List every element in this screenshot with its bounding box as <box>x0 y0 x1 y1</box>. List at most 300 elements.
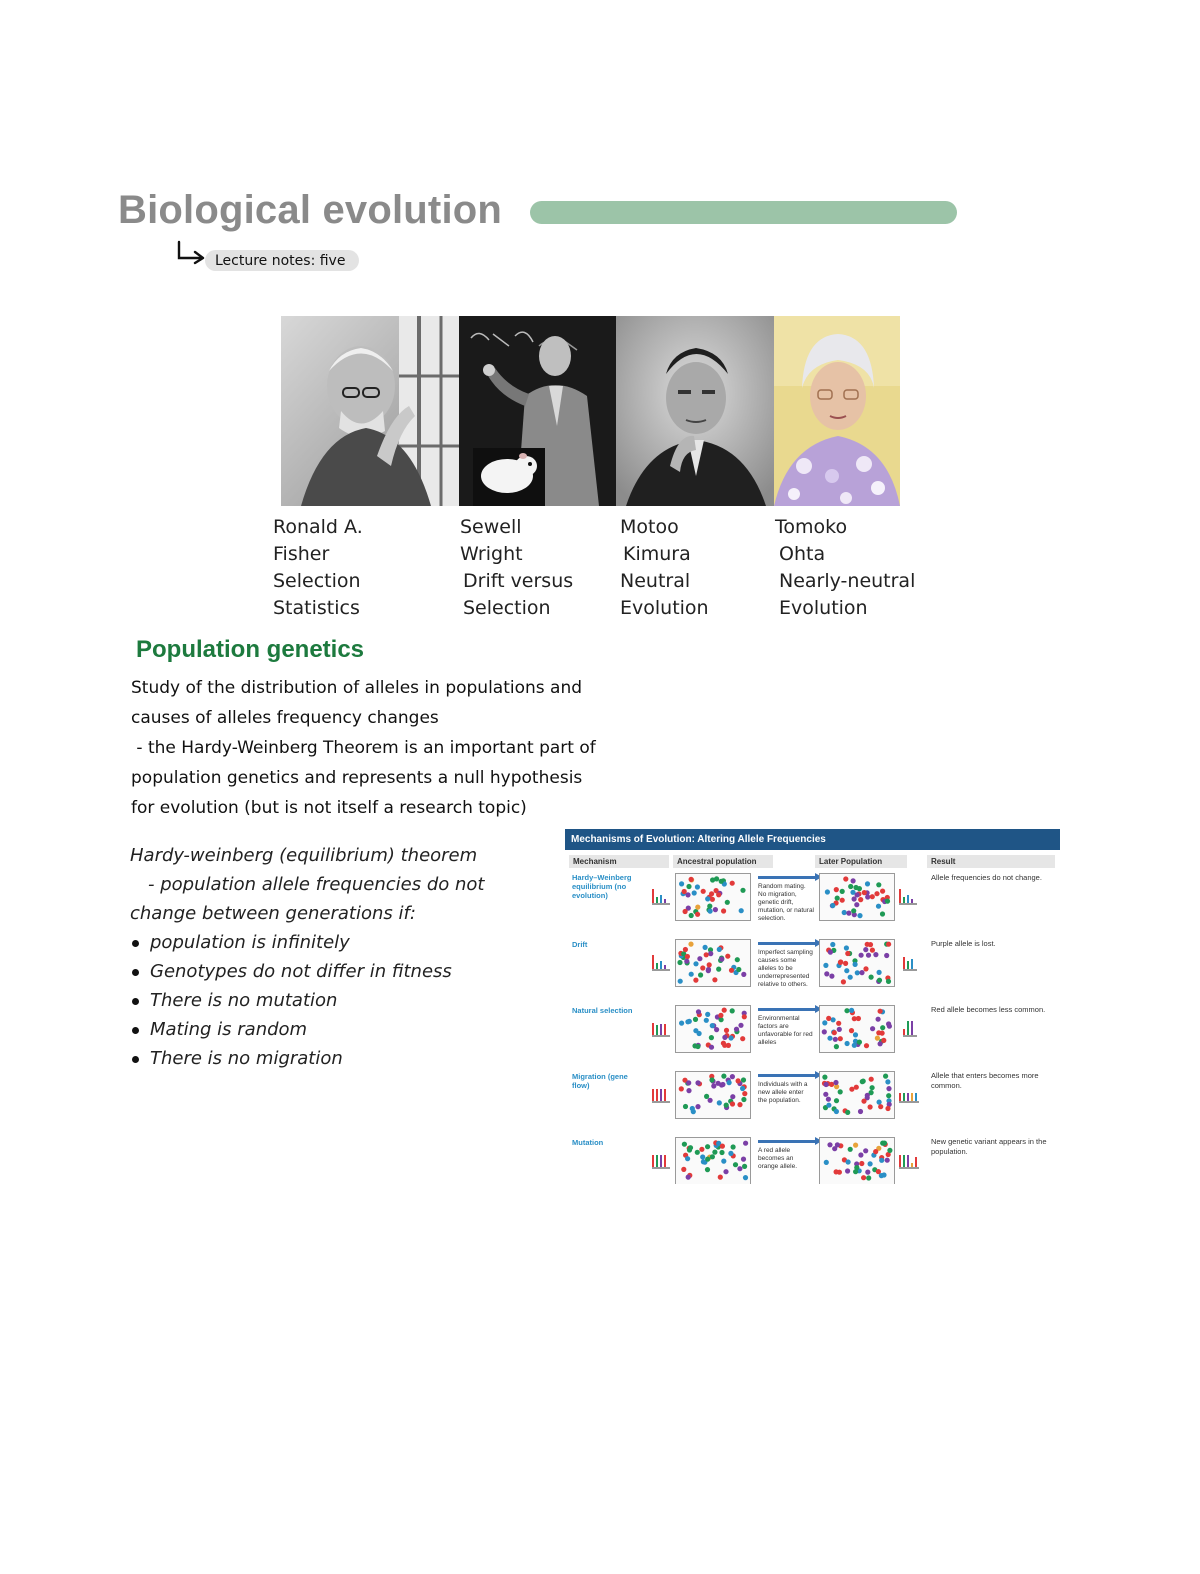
figure-column-header: Mechanism <box>569 855 669 868</box>
later-bar-icon <box>899 1085 919 1103</box>
allele-dot <box>722 1035 727 1040</box>
allele-dot <box>730 1074 735 1079</box>
allele-dot <box>851 908 856 913</box>
later-bar-icon <box>899 1151 919 1169</box>
allele-dot <box>682 1142 687 1147</box>
allele-dot <box>705 1012 710 1017</box>
allele-dot <box>712 1150 717 1155</box>
allele-dot <box>685 954 690 959</box>
allele-dot <box>704 952 709 957</box>
allele-dot <box>835 896 840 901</box>
allele-dot <box>880 1031 885 1036</box>
figure-column-header: Later Population <box>815 855 907 868</box>
condition-text: There is no migration <box>150 1048 343 1069</box>
allele-dot <box>877 978 882 983</box>
allele-dot <box>864 1043 869 1048</box>
allele-dot <box>697 956 702 961</box>
allele-dot <box>826 1103 831 1108</box>
allele-dots <box>820 1006 894 1052</box>
allele-dot <box>863 947 868 952</box>
later-population-box <box>819 873 895 921</box>
allele-dot <box>835 1142 840 1147</box>
allele-dot <box>834 1109 839 1114</box>
ancestral-population-box <box>675 873 751 921</box>
allele-dot <box>712 977 717 982</box>
allele-dot <box>845 1041 850 1046</box>
allele-dot <box>879 1173 884 1178</box>
allele-dot <box>863 1148 868 1153</box>
allele-dot <box>707 962 712 967</box>
allele-dot <box>742 1164 747 1169</box>
allele-dot <box>870 1085 875 1090</box>
allele-dot <box>730 1094 735 1099</box>
allele-dot <box>826 1097 831 1102</box>
allele-dot <box>885 1158 890 1163</box>
allele-dot <box>880 1141 885 1146</box>
allele-dot <box>693 1017 698 1022</box>
allele-dot <box>740 888 745 893</box>
curved-arrow-icon <box>174 240 208 270</box>
lecture-subtitle: Lecture notes: five <box>205 250 359 271</box>
allele-dot <box>879 1158 884 1163</box>
allele-dot <box>876 904 881 909</box>
allele-dot <box>843 961 848 966</box>
allele-dot <box>846 911 851 916</box>
caption-name-line1: Sewell <box>460 516 522 538</box>
bullet-icon <box>132 969 139 976</box>
allele-dot <box>726 1043 731 1048</box>
allele-dot <box>870 948 875 953</box>
ancestral-bar-icon <box>652 1085 670 1103</box>
caption-wright <box>460 514 573 622</box>
list-item <box>130 928 540 957</box>
allele-dot <box>743 1175 748 1180</box>
bullet-icon <box>132 1027 139 1034</box>
allele-dot <box>858 1152 863 1157</box>
ancestral-population-box <box>675 1137 751 1184</box>
allele-dot <box>695 1104 700 1109</box>
caption-kimura <box>620 514 709 622</box>
allele-dot <box>708 1098 713 1103</box>
caption-topic-line2: Statistics <box>273 597 360 619</box>
allele-dot <box>719 1150 724 1155</box>
allele-dot <box>826 1016 831 1021</box>
allele-dot <box>857 913 862 918</box>
mechanism-result: Allele frequencies do not change. <box>931 873 1042 882</box>
allele-dots <box>676 1006 750 1052</box>
allele-dot <box>679 881 684 886</box>
allele-dot <box>832 1030 837 1035</box>
allele-dot <box>720 1082 725 1087</box>
allele-dot <box>740 1036 745 1041</box>
allele-dot <box>886 979 891 984</box>
mechanism-label: Hardy–Weinberg equilibrium (no evolution) <box>572 873 632 900</box>
allele-dot <box>685 1156 690 1161</box>
allele-dot <box>716 1081 721 1086</box>
later-population-box <box>819 1137 895 1184</box>
allele-dot <box>709 1035 714 1040</box>
allele-dot <box>849 1008 854 1013</box>
allele-dot <box>724 1103 729 1108</box>
mechanism-result: Red allele becomes less common. <box>931 1005 1046 1014</box>
allele-dot <box>678 979 683 984</box>
allele-dot <box>822 1020 827 1025</box>
allele-dot <box>693 978 698 983</box>
paragraph-line: for evolution (but is not itself a research topic) <box>131 798 527 818</box>
allele-dot <box>823 1092 828 1097</box>
caption-name-line2: Kimura <box>623 543 691 565</box>
allele-dot <box>679 1086 684 1091</box>
mechanism-label: Mutation <box>572 1138 604 1147</box>
allele-dot <box>840 898 845 903</box>
allele-dot <box>858 897 863 902</box>
allele-dot <box>686 1080 691 1085</box>
allele-dot <box>859 1161 864 1166</box>
portrait-kimura <box>616 316 774 506</box>
allele-dot <box>684 959 689 964</box>
allele-dot <box>736 1078 741 1083</box>
allele-dot <box>886 1093 891 1098</box>
allele-dot <box>720 1144 725 1149</box>
allele-dot <box>870 1026 875 1031</box>
condition-text: Mating is random <box>150 1019 308 1040</box>
arrow-icon <box>758 942 816 945</box>
mechanism-result: Allele that enters becomes more common. <box>931 1071 1039 1090</box>
allele-dot <box>857 886 862 891</box>
allele-dot <box>681 1167 686 1172</box>
allele-dot <box>852 1016 857 1021</box>
allele-dot <box>721 1159 726 1164</box>
allele-dot <box>862 890 867 895</box>
allele-dot <box>733 1162 738 1167</box>
caption-topic-line2: Evolution <box>779 597 868 619</box>
allele-dot <box>742 1014 747 1019</box>
bullet-icon <box>132 998 139 1005</box>
allele-dot <box>887 1024 892 1029</box>
allele-dot <box>824 1082 829 1087</box>
ancestral-bar-icon <box>652 1151 670 1169</box>
allele-dot <box>709 1045 714 1050</box>
hw-conditions-list <box>130 928 540 1073</box>
allele-dot <box>880 1025 885 1030</box>
bullet-icon <box>132 940 139 947</box>
allele-dot <box>875 1036 880 1041</box>
allele-dot <box>840 889 845 894</box>
allele-dots <box>820 940 894 986</box>
caption-name-line1: Motoo <box>620 516 679 538</box>
figure-column-header: Result <box>927 855 1055 868</box>
allele-dot <box>686 1088 691 1093</box>
allele-dot <box>699 1147 704 1152</box>
allele-dot <box>838 1036 843 1041</box>
portrait-wright <box>459 316 616 506</box>
allele-dot <box>878 1009 883 1014</box>
allele-dot <box>876 882 881 887</box>
allele-dot <box>827 1142 832 1147</box>
allele-dot <box>687 1147 692 1152</box>
allele-dot <box>849 1028 854 1033</box>
allele-dot <box>683 947 688 952</box>
allele-dot <box>695 1044 700 1049</box>
allele-dots <box>820 1072 894 1118</box>
allele-dot <box>886 1086 891 1091</box>
mechanisms-figure <box>565 829 1060 1184</box>
hw-definition-line: - population allele frequencies do not <box>148 874 485 895</box>
paragraph-line: causes of alleles frequency changes <box>131 708 439 728</box>
allele-dot <box>735 957 740 962</box>
allele-dot <box>730 881 735 886</box>
allele-dot <box>834 887 839 892</box>
allele-dots <box>676 940 750 986</box>
allele-dot <box>704 1018 709 1023</box>
allele-dot <box>723 1169 728 1174</box>
allele-dot <box>853 1143 858 1148</box>
caption-name-line2: Ohta <box>779 543 826 565</box>
allele-dot <box>682 889 687 894</box>
allele-dots <box>676 1138 750 1184</box>
allele-dot <box>851 878 856 883</box>
allele-dot <box>830 903 835 908</box>
allele-dot <box>845 1110 850 1115</box>
allele-dot <box>853 1032 858 1037</box>
allele-dot <box>730 1008 735 1013</box>
caption-name-line1: Ronald A. <box>273 516 363 538</box>
allele-dot <box>866 1175 871 1180</box>
allele-dot <box>881 1038 886 1043</box>
caption-fisher <box>273 514 363 622</box>
allele-dot <box>848 975 853 980</box>
allele-dot <box>830 942 835 947</box>
caption-topic-line2: Selection <box>463 597 551 619</box>
allele-dot <box>822 1075 827 1080</box>
list-item <box>130 1044 540 1073</box>
allele-dot <box>833 1037 838 1042</box>
allele-dot <box>887 1148 892 1153</box>
allele-dots <box>820 1138 894 1184</box>
allele-dot <box>705 1157 710 1162</box>
allele-dot <box>713 907 718 912</box>
caption-topic-line1: Selection <box>273 570 361 592</box>
allele-dot <box>721 908 726 913</box>
page-title: Biological evolution <box>118 188 503 232</box>
allele-dot <box>843 876 848 881</box>
hw-title-line: Hardy-weinberg (equilibrium) theorem <box>130 845 478 866</box>
allele-dot <box>868 942 873 947</box>
allele-dot <box>859 970 864 975</box>
allele-dot <box>688 942 693 947</box>
allele-dot <box>865 1170 870 1175</box>
allele-dot <box>853 962 858 967</box>
allele-dot <box>703 945 708 950</box>
allele-dot <box>827 1036 832 1041</box>
allele-dot <box>730 1101 735 1106</box>
condition-text: There is no mutation <box>150 990 338 1011</box>
allele-dot <box>858 1109 863 1114</box>
allele-dot <box>708 909 713 914</box>
later-bar-icon <box>899 887 917 905</box>
mechanism-description: A red allele becomes an orange allele. <box>758 1147 798 1170</box>
list-item <box>130 1015 540 1044</box>
allele-dot <box>865 1093 870 1098</box>
allele-dot <box>841 979 846 984</box>
allele-dot <box>742 1091 747 1096</box>
allele-dot <box>718 1175 723 1180</box>
hardy-weinberg-notes <box>130 841 540 1073</box>
condition-text: Genotypes do not differ in fitness <box>150 961 452 982</box>
allele-dot <box>695 884 700 889</box>
mechanism-result: Purple allele is lost. <box>931 939 996 948</box>
allele-dot <box>693 1028 698 1033</box>
allele-dot <box>740 1086 745 1091</box>
allele-dot <box>701 889 706 894</box>
allele-dot <box>824 971 829 976</box>
allele-dot <box>741 1157 746 1162</box>
ancestral-bar-icon <box>652 953 670 971</box>
ancestral-population-box <box>675 1071 751 1119</box>
mechanism-description: Environmental factors are unfavorable for red alleles <box>758 1015 813 1046</box>
allele-dot <box>846 1159 851 1164</box>
allele-dot <box>727 1080 732 1085</box>
allele-dot <box>677 960 682 965</box>
arrow-icon <box>758 1008 816 1011</box>
allele-dot <box>741 1097 746 1102</box>
allele-dot <box>852 896 857 901</box>
allele-dot <box>824 1160 829 1165</box>
allele-dot <box>700 1154 705 1159</box>
mechanism-result: New genetic variant appears in the population. <box>931 1137 1047 1156</box>
title-accent-bar <box>530 201 957 224</box>
allele-dot <box>865 881 870 886</box>
mechanism-label: Natural selection <box>572 1006 633 1015</box>
allele-dot <box>849 1087 854 1092</box>
allele-dot <box>683 1104 688 1109</box>
allele-dot <box>884 953 889 958</box>
allele-dot <box>689 972 694 977</box>
allele-dot <box>883 1074 888 1079</box>
allele-dot <box>710 877 715 882</box>
allele-dots <box>676 1072 750 1118</box>
later-bar-icon <box>903 1019 917 1037</box>
caption-name-line2: Wright <box>460 543 523 565</box>
allele-dot <box>707 904 712 909</box>
caption-topic-line1: Nearly-neutral <box>779 570 916 592</box>
allele-dot <box>874 891 879 896</box>
allele-dot <box>695 912 700 917</box>
allele-dot <box>834 1044 839 1049</box>
allele-dot <box>885 1079 890 1084</box>
paragraph-line: Study of the distribution of alleles in populations and <box>131 678 583 698</box>
allele-dot <box>842 910 847 915</box>
allele-dot <box>741 972 746 977</box>
allele-dot <box>687 1019 692 1024</box>
allele-dot <box>711 1083 716 1088</box>
allele-dot <box>886 942 891 947</box>
allele-dot <box>822 1029 827 1034</box>
allele-dot <box>705 896 710 901</box>
caption-name-line1: Tomoko <box>775 516 848 538</box>
allele-dot <box>737 1166 742 1171</box>
figure-column-header: Ancestral population <box>673 855 773 868</box>
arrow-icon <box>758 1140 816 1143</box>
allele-dot <box>706 968 711 973</box>
allele-dot <box>710 1154 715 1159</box>
allele-dot <box>853 1169 858 1174</box>
allele-dot <box>848 1147 853 1152</box>
allele-dot <box>860 1079 865 1084</box>
allele-dot <box>861 1175 866 1180</box>
allele-dot <box>857 1040 862 1045</box>
allele-dot <box>686 884 691 889</box>
allele-dot <box>877 1100 882 1105</box>
allele-dot <box>868 1161 873 1166</box>
caption-topic-line1: Drift versus <box>463 570 574 592</box>
arrow-icon <box>758 1074 816 1077</box>
allele-dots <box>820 874 894 920</box>
allele-dot <box>877 970 882 975</box>
allele-dot <box>878 1104 883 1109</box>
section-heading-population-genetics: Population genetics <box>136 636 365 663</box>
allele-dot <box>729 968 734 973</box>
allele-dot <box>719 957 724 962</box>
allele-dot <box>695 1080 700 1085</box>
allele-dot <box>845 951 850 956</box>
allele-dot <box>700 965 705 970</box>
population-genetics-paragraph <box>131 673 691 823</box>
mechanism-description: Imperfect sampling causes some alleles to be underrepresented relative to others. <box>758 949 813 988</box>
allele-dot <box>693 961 698 966</box>
allele-dot <box>717 1100 722 1105</box>
portrait-fisher <box>281 316 459 506</box>
bullet-icon <box>132 1056 139 1063</box>
allele-dot <box>873 952 878 957</box>
later-population-box <box>819 1005 895 1053</box>
allele-dot <box>709 1077 714 1082</box>
paragraph-line: population genetics and represents a null hypothesis <box>131 768 583 788</box>
allele-dot <box>844 945 849 950</box>
allele-dot <box>728 1151 733 1156</box>
allele-dot <box>880 889 885 894</box>
allele-dot <box>679 1021 684 1026</box>
hw-definition-line: change between generations if: <box>130 903 416 924</box>
allele-dot <box>722 1008 727 1013</box>
ancestral-bar-icon <box>652 1019 670 1037</box>
ancestral-population-box <box>675 939 751 987</box>
allele-dot <box>709 891 714 896</box>
allele-dot <box>838 960 843 965</box>
later-population-box <box>819 939 895 987</box>
allele-dots <box>676 874 750 920</box>
allele-dot <box>869 975 874 980</box>
allele-dot <box>848 884 853 889</box>
allele-dot <box>825 889 830 894</box>
allele-dot <box>719 879 724 884</box>
allele-dot <box>873 1149 878 1154</box>
allele-dot <box>725 954 730 959</box>
allele-dot <box>725 900 730 905</box>
allele-dot <box>869 1077 874 1082</box>
caption-topic-line1: Neutral <box>620 570 691 592</box>
allele-dot <box>692 890 697 895</box>
allele-dot <box>833 1080 838 1085</box>
allele-dot <box>852 1043 857 1048</box>
scientist-portraits <box>281 316 900 506</box>
allele-dot <box>739 908 744 913</box>
allele-dot <box>698 972 703 977</box>
allele-dot <box>861 1099 866 1104</box>
allele-dot <box>845 1168 850 1173</box>
allele-dot <box>859 953 864 958</box>
allele-dot <box>716 967 721 972</box>
